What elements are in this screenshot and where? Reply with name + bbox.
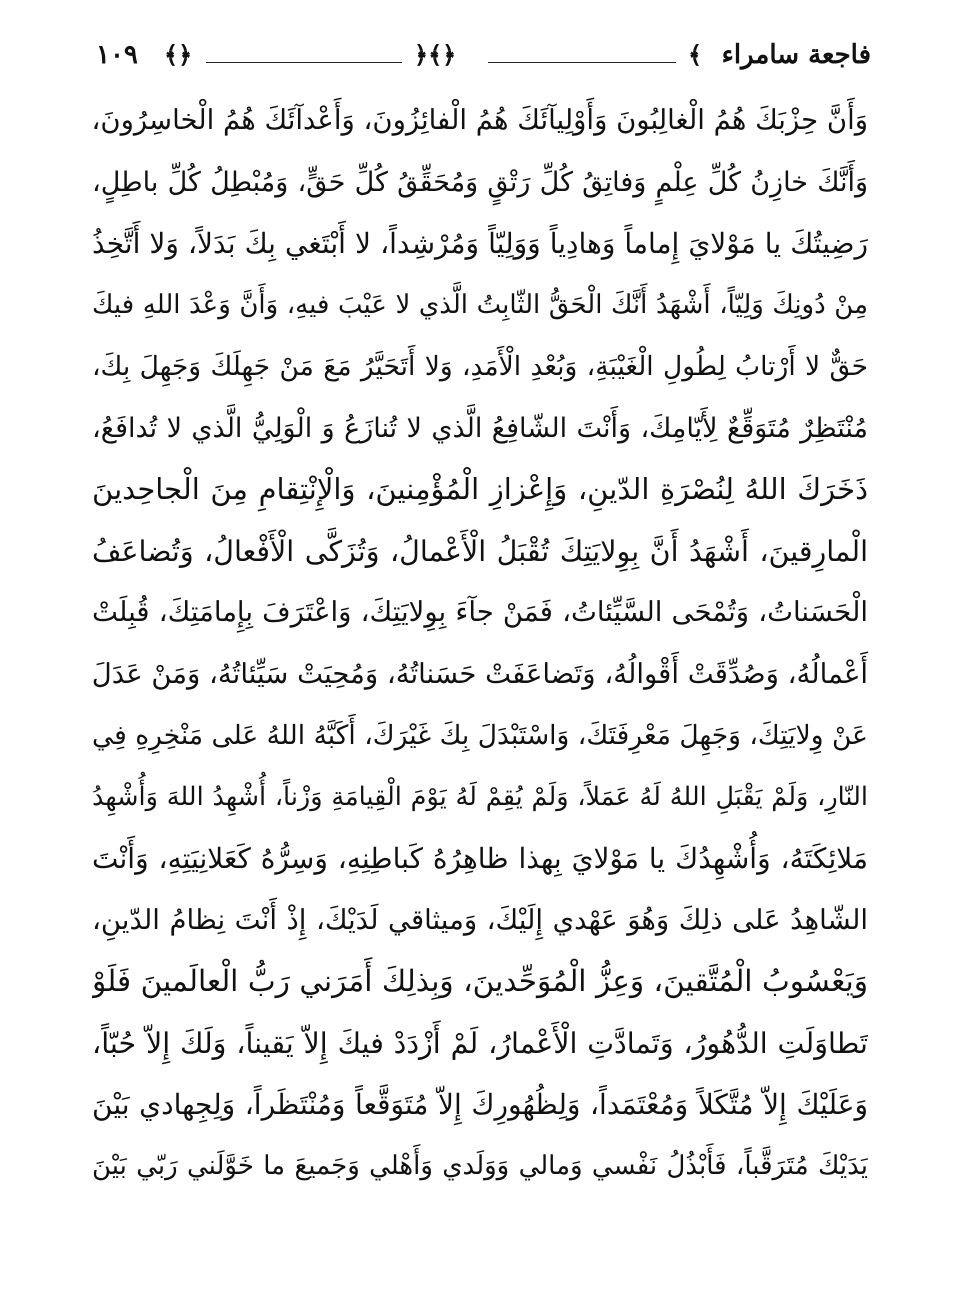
header-rule-left <box>206 62 402 63</box>
text-line: أَعْمالُهُ، وَصُدِّقَتْ أَقْوالُهُ، وَتَضاعَفَتْ حَسَناتُهُ، وَمُحِيَتْ سَيِّئاتُهُ، وَمَنْ عَدَلَ <box>92 657 868 690</box>
header-rule-right <box>488 62 676 63</box>
ornament-left-icon: ﴾﴿ <box>164 40 193 69</box>
body-text <box>92 90 868 1197</box>
running-header <box>96 36 871 84</box>
text-line: وَأَنَّ حِزْبَكَ هُمُ الْغالِبُونَ وَأَوْلِيآئَكَ هُمُ الْفائِزُونَ، وَأَعْدآئَكَ هُمُ الْخاسِرُونَ، <box>92 104 868 136</box>
page-number: ١٠٩ <box>96 40 138 70</box>
text-line: تَطاوَلَتِ الدُّهُورُ، وَتَمادَّتِ الْأَعْمارُ، لَمْ أَزْدَدْ فيكَ إِلاّ يَقيناً، وَلَكَ إِلاّ حُبّاً، <box>92 1026 868 1060</box>
text-line: يَدَيْكَ مُتَرَقَّباً، فَأَبْذُلُ نَفْسي وَمالي وَوَلَدي وَأَهْلي وَجَميعَ ما خَوَّلَني رَبّي بَيْنَ <box>92 1150 868 1181</box>
text-line: مِنْ دُونِكَ وَلِيّاً، أَشْهَدُ أَنَّكَ الْحَقُّ الثّابِتُ الَّذي لا عَيْبَ فيهِ، وَأَنَّ وَعْدَ اللهِ فيكَ <box>92 289 868 320</box>
book-title: فاجعة سامراء <box>721 40 871 70</box>
ornament-center-icon: ﴿﴾﴿ <box>414 40 457 69</box>
text-line: الشّاهِدُ عَلى ذلِكَ وَهُوَ عَهْدي إِلَيْكَ، وَميثاقي لَدَيْكَ، إِذْ أَنْتَ نِظامُ الدّينِ، <box>92 903 868 936</box>
text-line: مَلائِكَتَهُ، وَأُشْهِدُكَ يا مَوْلايَ بِهذا ظاهِرُهُ كَباطِنِهِ، وَسِرُّهُ كَعَلانِيَتِهِ، وَأَنْتَ <box>92 842 868 875</box>
text-line: حَقٌّ لا أَرْتابُ لِطُولِ الْغَيْبَةِ، وَبُعْدِ الْأَمَدِ، وَلا أَتَحَيَّرُ مَعَ مَنْ جَهِلَكَ وَجَهِلَ بِكَ، <box>92 351 868 382</box>
text-line: وَيَعْسُوبُ الْمُتَّقينَ، وَعِزُّ الْمُوَحِّدينَ، وَبِذلِكَ أَمَرَني رَبُّ الْعالَمينَ فَلَوْ <box>92 964 868 998</box>
text-line: الْحَسَناتُ، وَتُمْحَى السَّيِّئاتُ، فَمَنْ جآءَ بِوِلايَتِكَ، وَاعْتَرَفَ بِإِمامَتِكَ، قُبِلَتْ <box>92 596 868 628</box>
text-line: عَنْ وِلايَتِكَ، وَجَهِلَ مَعْرِفَتَكَ، وَاسْتَبْدَلَ بِكَ غَيْرَكَ، أَكَبَّهُ اللهُ عَلى مَنْخِرِهِ فِي <box>92 720 868 751</box>
text-line: مُنْتَظِرٌ مُتَوَقِّعٌ لِأَيّامِكَ، وَأَنْتَ الشّافِعُ الَّذي لا تُنازَعُ وَ الْوَلِيُّ الَّذي لا تُدافَعُ، <box>92 412 868 444</box>
text-line: وَأَنَّكَ خازِنُ كُلِّ عِلْمٍ وَفاتِقُ كُلِّ رَتْقٍ وَمُحَقِّقُ كُلِّ حَقٍّ، وَمُبْطِلُ كُلِّ باطِلٍ، <box>92 166 868 198</box>
text-line: النّارِ، وَلَمْ يَقْبَلِ اللهُ لَهُ عَمَلاً، وَلَمْ يُقِمْ لَهُ يَوْمَ الْقِيامَةِ وَزْناً، أُشْهِدُ اللهَ وَأُشْهِدُ <box>92 781 868 812</box>
text-line: وَعَلَيْكَ إِلاّ مُتَّكَلاً وَمُعْتَمَداً، وَلِظُهُورِكَ إِلاّ مُتَوَقَّعاً وَمُنْتَظَراً، وَلِجِهادي بَيْنَ <box>92 1088 868 1121</box>
text-line: ذَخَرَكَ اللهُ لِنُصْرَةِ الدّينِ، وَإِعْزازِ الْمُؤْمِنينَ، وَالْإِنْتِقامِ مِنَ الْجاحِدينَ <box>92 472 868 506</box>
text-line: الْمارِقينَ، أَشْهَدُ أَنَّ بِوِلايَتِكَ تُقْبَلُ الْأَعْمالُ، وَتُزَكَّى الْأَفْعالُ، وَتُضاعَفُ <box>92 534 868 568</box>
text-line: رَضِيتُكَ يا مَوْلايَ إِماماً وَهادِياً وَوَلِيّاً وَمُرْشِداً، لا أَبْتَغي بِكَ بَدَلاً، وَلا أَتَّخِذُ <box>92 227 868 260</box>
ornament-right-icon: ﴾ <box>688 40 703 69</box>
